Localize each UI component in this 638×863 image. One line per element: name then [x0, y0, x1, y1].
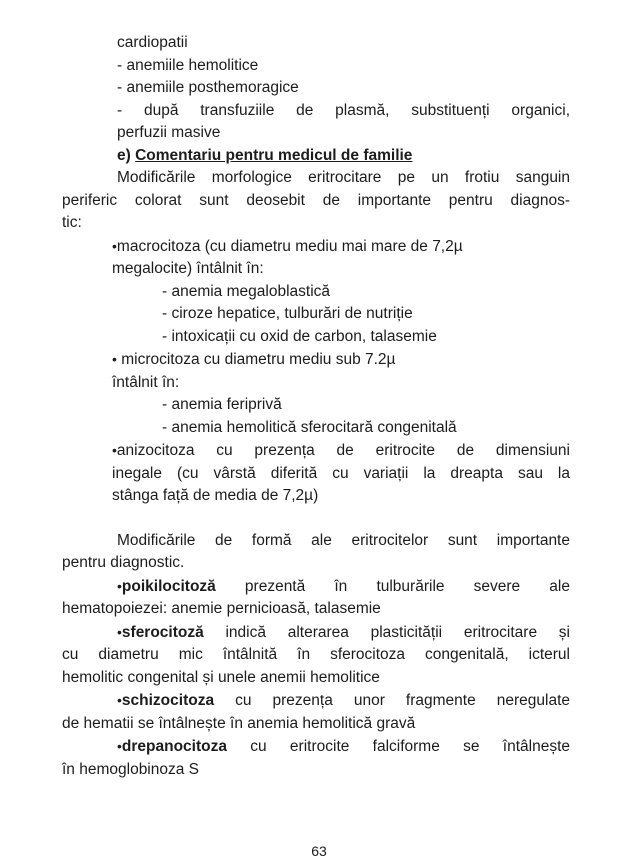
heading-prefix: e) [117, 146, 136, 164]
paragraph-line: de hematii se întâlnește în anemia hemolitică gravă [62, 714, 416, 732]
bullet-text: microcitoza cu diametru mediu sub 7.2µ [116, 351, 396, 368]
bullet-item [62, 348, 570, 372]
paragraph-line: pentru diagnostic. [62, 554, 185, 571]
paragraph-line: în hemoglobinoza S [62, 760, 200, 778]
paragraph-line: întâlnit în: [112, 373, 180, 391]
list-item: - anemia hemolitică sferocitară congenitală [162, 418, 457, 436]
page-number: 63 [311, 843, 327, 859]
list-item: - anemia megaloblastică [162, 282, 331, 300]
bullet-item [62, 621, 570, 645]
list-item: - anemia feriprivă [162, 396, 282, 413]
term-poikilocitoza: poikilocitoză [121, 577, 216, 595]
page-body [62, 32, 570, 781]
bullet-icon: • [112, 351, 117, 367]
paragraph-line: cu diametru mic întâlnită în sferocitoza congenitală, icterul [62, 646, 570, 663]
bullet-icon: • [112, 237, 117, 254]
paragraph-line: megalocite) întâlnit în: [112, 260, 264, 277]
bullet-item [62, 575, 570, 599]
paragraph-line: periferic colorat sunt deosebit de importante pentru diagnos- [62, 191, 570, 209]
bullet-icon: • [117, 738, 122, 754]
bullet-icon: • [117, 692, 122, 708]
bullet-text: prezentă în tulburările severe ale [215, 577, 570, 595]
list-item: - intoxicații cu oxid de carbon, talasemie [162, 327, 437, 345]
paragraph-line: Modificările de formă ale eritrocitelor sunt importante [117, 531, 570, 549]
bullet-icon: • [117, 577, 122, 594]
list-item: cardiopatii [117, 34, 188, 51]
bullet-item [62, 689, 570, 713]
heading-text: Comentariu pentru medicul de familie [135, 146, 413, 164]
paragraph-line: tic: [62, 214, 82, 231]
term-sferocitoza: sferocitoză [121, 623, 204, 641]
paragraph-line: hematopoiezei: anemie pernicioasă, talasemie [62, 600, 381, 617]
paragraph-line: hemolitic congenital și unele anemii hemolitice [62, 668, 380, 686]
paragraph-line: inegale (cu vârstă diferită cu variații la dreapta sau la [112, 464, 570, 482]
bullet-text: anizocitoza cu prezența de eritrocite de dimensiuni [116, 442, 570, 459]
bullet-text: indică alterarea plasticității eritrocitare și [203, 623, 570, 641]
list-item: - ciroze hepatice, tulburări de nutriție [162, 305, 413, 322]
bullet-item [62, 439, 570, 463]
term-schizocitoza: schizocitoza [121, 692, 215, 709]
paragraph-line: Modificările morfologice eritrocitare pe un frotiu sanguin [117, 169, 570, 186]
bullet-icon: • [112, 442, 117, 458]
section-heading [62, 145, 570, 168]
spacer [62, 508, 570, 530]
bullet-item [62, 235, 570, 259]
bullet-item [62, 735, 570, 759]
bullet-text: cu prezența unor fragmente neregulate [214, 692, 570, 709]
term-drepanocitoza: drepanocitoza [121, 738, 227, 755]
bullet-text: cu eritrocite falciforme se întâlnește [226, 738, 570, 755]
bullet-icon: • [117, 623, 122, 640]
list-item: perfuzii masive [117, 124, 221, 141]
bullet-text: macrocitoza (cu diametru mediu mai mare de 7,2µ [116, 237, 463, 255]
list-item: - anemiile posthemoragice [117, 79, 299, 96]
list-item: - anemiile hemolitice [117, 56, 259, 74]
list-item: - după transfuziile de plasmă, substituenți organici, [117, 101, 570, 119]
paragraph-line: stânga față de media de 7,2µ) [112, 487, 319, 504]
